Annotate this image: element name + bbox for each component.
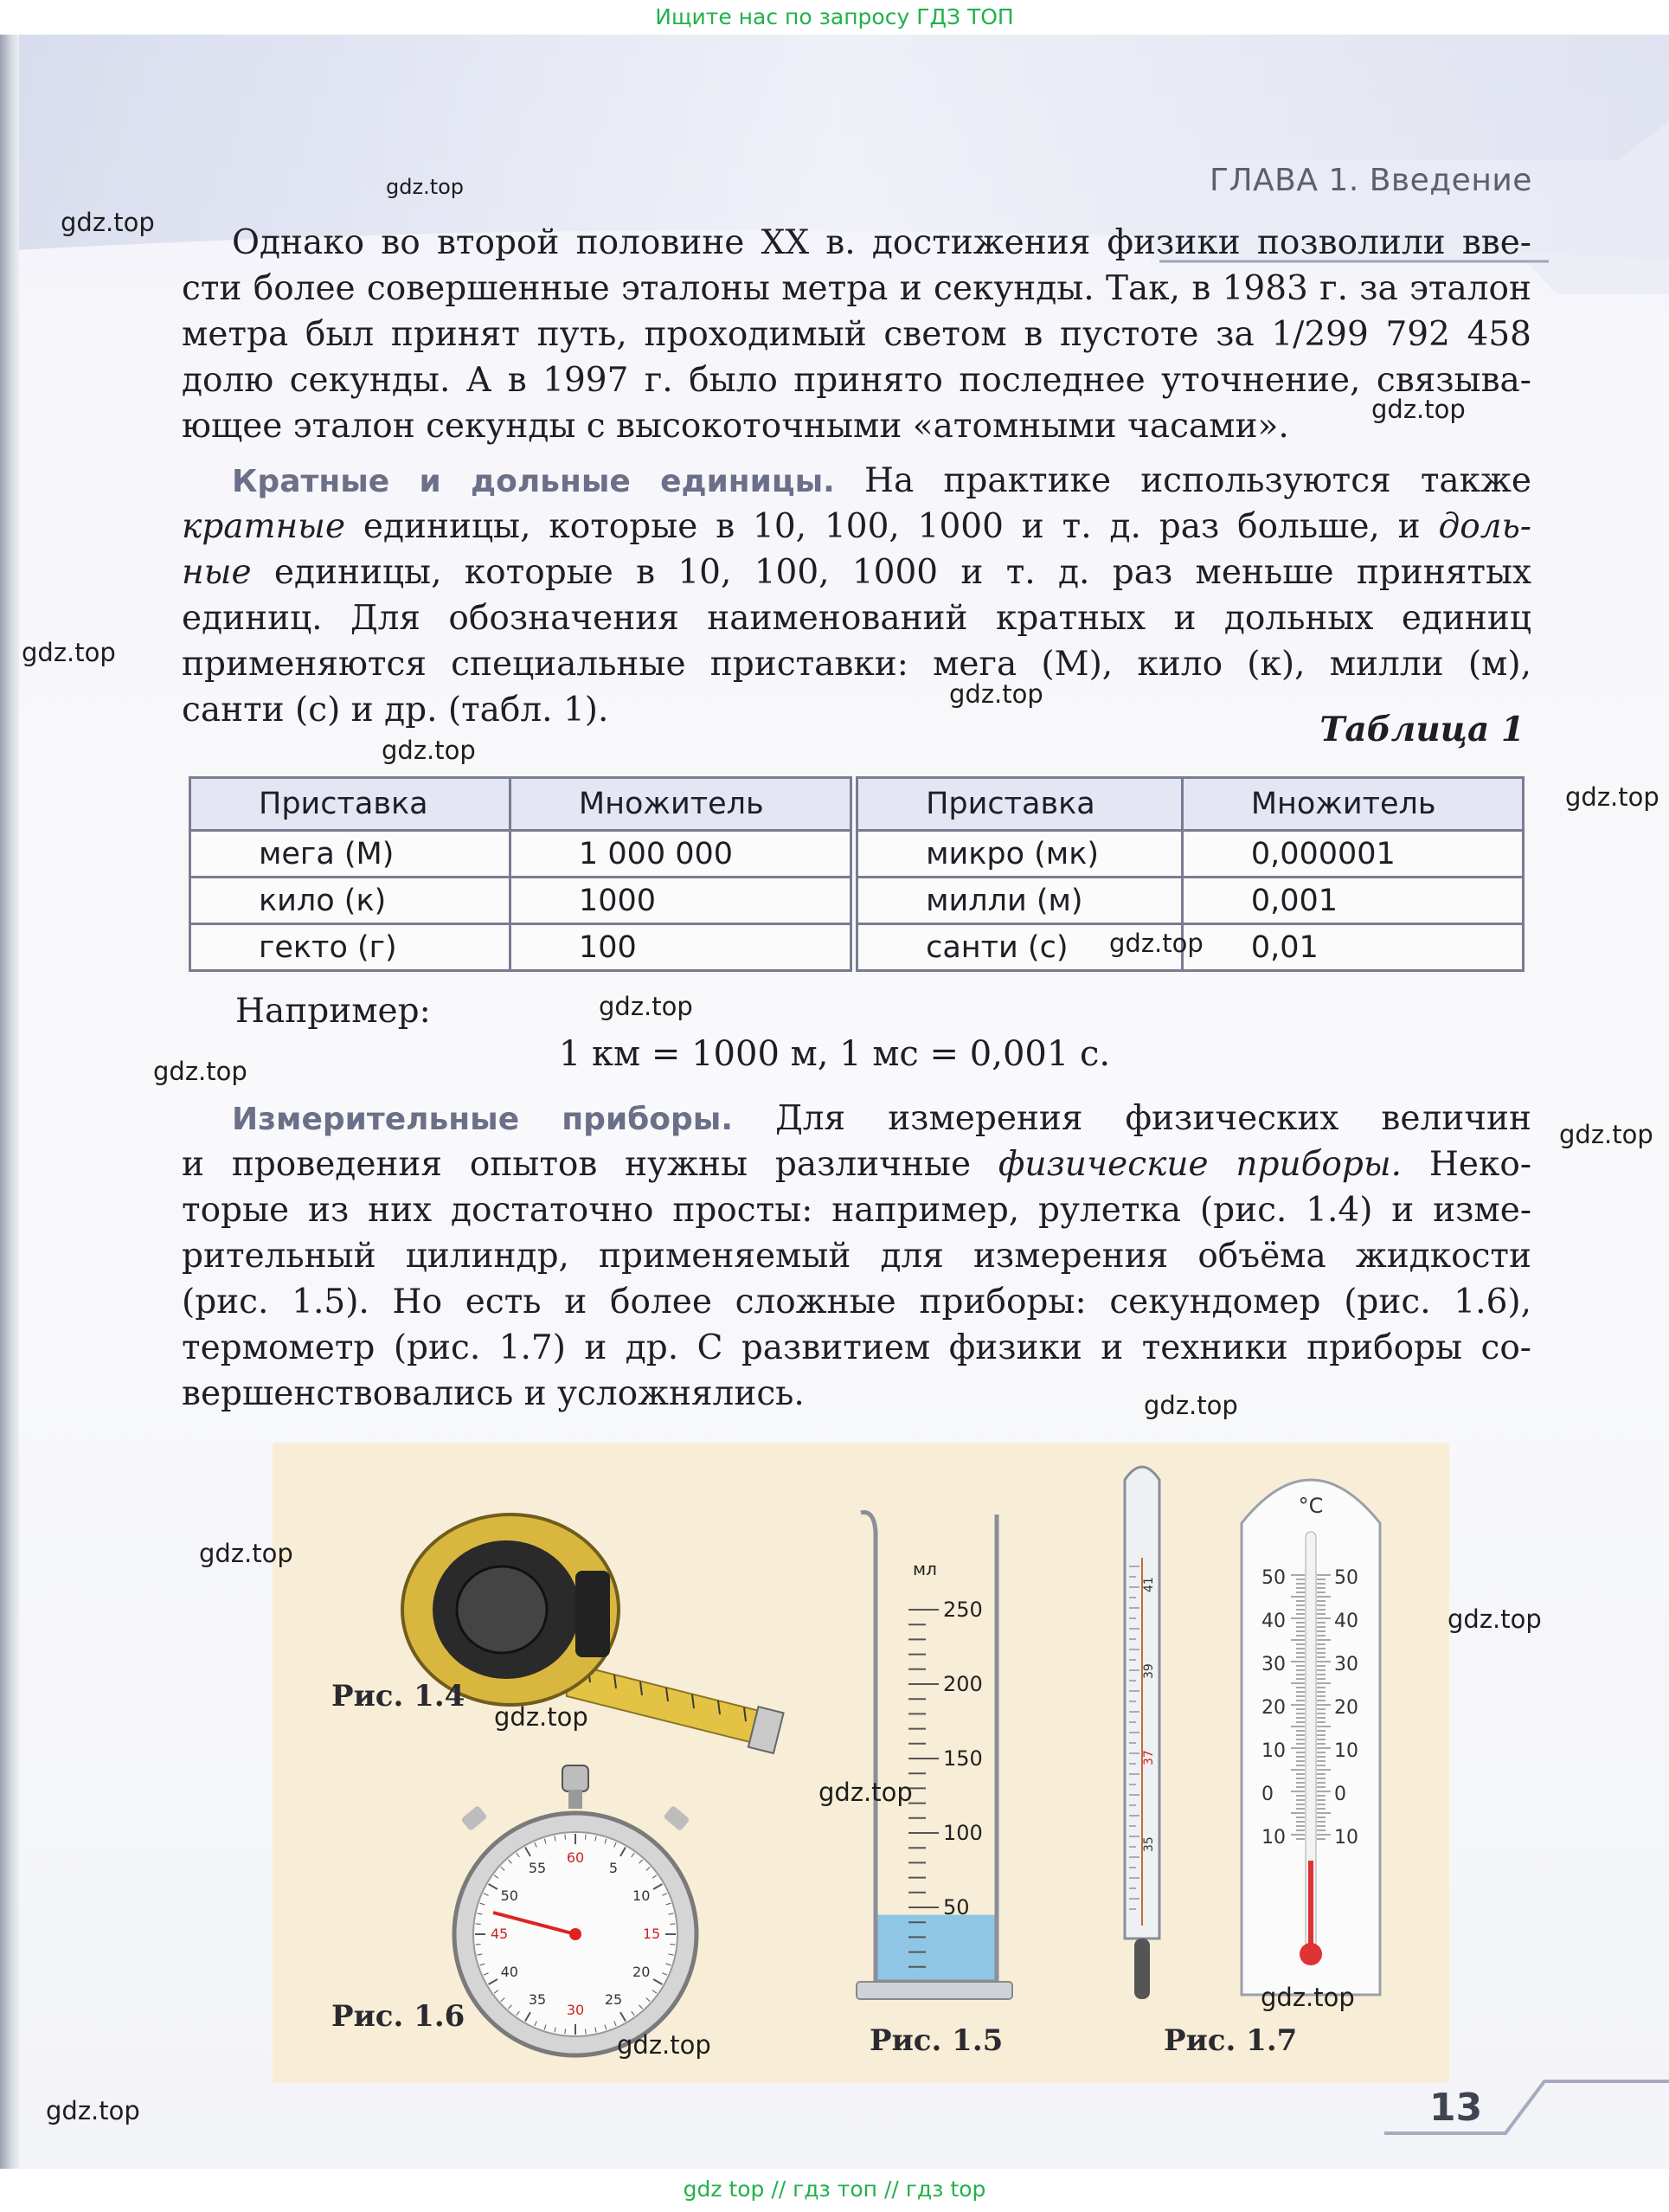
room-thermometer-unit: °C	[1298, 1494, 1324, 1518]
dial-label: 20	[632, 1964, 651, 1980]
column-header: Приставка	[857, 778, 1183, 831]
watermark: gdz.top	[153, 1057, 247, 1086]
text-line	[182, 458, 1531, 504]
tape-blade	[562, 1662, 774, 1748]
table-cell: 100	[510, 924, 851, 971]
watermark: gdz.top	[1559, 1120, 1653, 1149]
paragraph-multiples	[182, 458, 1531, 733]
text-line: метра был принят путь, проходимый светом в пустоте за 1/299 792 458	[182, 315, 1531, 354]
term-multiple: кратные	[182, 507, 346, 546]
room-thermometer-liquid	[1308, 1861, 1313, 1947]
cylinder-tick-label: 50	[943, 1895, 970, 1919]
example-formula: 1 км = 1000 м, 1 мс = 0,001 с.	[558, 1034, 1111, 1074]
table-row	[190, 878, 1524, 924]
text-line	[182, 1096, 1531, 1141]
stopwatch-crown	[562, 1765, 588, 1791]
clinical-tick-label: 37	[1142, 1750, 1156, 1765]
clinical-tick-label: 41	[1142, 1577, 1156, 1592]
dial-label: 45	[490, 1926, 509, 1942]
table-header-row	[190, 778, 1524, 831]
table-gap	[851, 878, 857, 924]
cylinder-unit: мл	[913, 1559, 937, 1579]
table-gap	[851, 831, 857, 878]
text-line	[182, 504, 1531, 550]
table-row	[190, 831, 1524, 878]
text-line	[182, 1141, 1531, 1187]
fig-1-7-caption: Рис. 1.7	[1164, 2023, 1298, 2058]
fig-1-5-caption: Рис. 1.5	[870, 2023, 1004, 2058]
room-thermometer-illustration	[1237, 1454, 1384, 1999]
table-cell: 0,000001	[1182, 831, 1523, 878]
table-caption: Таблица 1	[1319, 710, 1525, 749]
table-cell: 1000	[510, 878, 851, 924]
stopwatch-button-right[interactable]	[663, 1805, 690, 1832]
cylinder-scale	[908, 1598, 983, 1967]
dial-label: 15	[642, 1926, 661, 1942]
text-line: торые из них достаточно просты: например, рулетка (рис. 1.4) и изме-	[182, 1191, 1531, 1230]
dial-tick	[476, 1924, 481, 1925]
text-fragment: единицы, которые в 10, 100, 1000 и т. д. раз меньше принятых	[273, 553, 1531, 592]
room-tick-label: 10	[1261, 1827, 1286, 1849]
watermark: gdz.top	[1565, 782, 1659, 812]
cylinder-tick-label: 250	[943, 1598, 983, 1622]
section-heading-multiples: Кратные и дольные единицы.	[232, 464, 835, 499]
dial-tick	[670, 1944, 675, 1945]
prefix-table	[189, 776, 1525, 972]
page-number: 13	[1429, 2086, 1483, 2130]
dial-label: 30	[566, 2002, 585, 2018]
table-cell: кило (к)	[190, 878, 510, 924]
text-line: (рис. 1.5). Но есть и более сложные приборы: секундомер (рис. 1.6),	[182, 1283, 1531, 1321]
room-tick-label: 40	[1261, 1611, 1286, 1632]
watermark: gdz.top	[1448, 1604, 1542, 1634]
watermark: gdz.top	[386, 175, 465, 199]
cylinder-tick-label: 150	[943, 1746, 983, 1771]
table-cell: милли (м)	[857, 878, 1183, 924]
column-header: Приставка	[190, 778, 510, 831]
cylinder-base	[857, 1982, 1012, 1999]
watermark: gdz.top	[46, 2096, 140, 2125]
text-fragment: Неко-	[1428, 1145, 1531, 1184]
table-cell: микро (мк)	[857, 831, 1183, 878]
term-submultiple: доль-	[1438, 507, 1531, 546]
example-label: Например:	[235, 992, 431, 1031]
watermark: gdz.top	[382, 736, 476, 765]
text-line: вершенствовались и усложнялись.	[182, 1374, 805, 1413]
dial-tick	[565, 2029, 566, 2034]
text-line: термометр (рис. 1.7) и др. С развитием физики и техники приборы со-	[182, 1328, 1531, 1367]
column-header: Множитель	[1182, 778, 1523, 831]
text-line: ющее эталон секунды с высокоточными «атомными часами».	[182, 407, 1289, 446]
room-tick-label: 10	[1261, 1740, 1286, 1762]
cylinder-tick-label: 200	[943, 1672, 983, 1696]
watermark: gdz.top	[1261, 1983, 1355, 2012]
table-cell: 0,001	[1182, 878, 1523, 924]
watermark: gdz.top	[199, 1539, 293, 1568]
dial-label: 55	[528, 1859, 547, 1876]
table-cell: 0,01	[1182, 924, 1523, 971]
text-fragment: На практике используются также	[864, 461, 1531, 500]
text-line: применяются специальные приставки: мега (М), кило (к), милли (м),	[182, 645, 1531, 684]
room-tick-label: 20	[1334, 1697, 1358, 1719]
clinical-thermometer-bulb	[1134, 1939, 1150, 1999]
stopwatch-stem	[568, 1790, 582, 1809]
table-gap	[851, 924, 857, 971]
watermark: gdz.top	[617, 2030, 711, 2060]
clinical-tick-label: 39	[1142, 1663, 1156, 1679]
watermark: gdz.top	[949, 679, 1043, 709]
room-tick-label: 50	[1334, 1567, 1358, 1589]
room-tick-label: 0	[1334, 1784, 1346, 1805]
room-tick-label: 30	[1261, 1654, 1286, 1675]
text-fragment: единицы, которые в 10, 100, 1000 и т. д. раз больше, и	[363, 507, 1421, 546]
watermark: gdz.top	[818, 1778, 913, 1807]
dial-tick	[476, 1944, 481, 1945]
stopwatch-button-left[interactable]	[460, 1805, 487, 1832]
text-line: санти (с) и др. (табл. 1).	[182, 691, 609, 730]
section-heading-instruments: Измерительные приборы.	[232, 1102, 734, 1137]
text-fragment: и проведения опытов нужны различные	[182, 1145, 972, 1184]
clinical-tick-label: 35	[1142, 1836, 1156, 1852]
paragraph-etalons	[182, 220, 1531, 449]
watermark: gdz.top	[1144, 1391, 1238, 1420]
dial-tick	[670, 1924, 675, 1925]
clinical-thermometer-illustration	[1107, 1454, 1177, 2008]
fig-1-4-caption: Рис. 1.4	[331, 1679, 465, 1714]
column-header: Множитель	[510, 778, 851, 831]
page-number-band	[1384, 2073, 1669, 2142]
room-tick-label: 40	[1334, 1611, 1358, 1632]
text-line: сти более совершенные эталоны метра и секунды. Так, в 1983 г. за эталон	[182, 269, 1531, 308]
term-physical-instruments: физические приборы.	[998, 1145, 1403, 1184]
dial-label: 40	[500, 1964, 518, 1980]
cylinder-tick-label: 100	[943, 1821, 983, 1845]
table-cell: гекто (г)	[190, 924, 510, 971]
table-cell: санти (с)	[857, 924, 1183, 971]
dial-tick	[585, 1835, 586, 1840]
table-cell: мега (М)	[190, 831, 510, 878]
watermark: gdz.top	[61, 208, 155, 237]
watermark: gdz.top	[599, 992, 693, 1021]
text-line: единиц. Для обозначения наименований кратных и дольных единиц	[182, 599, 1531, 638]
text-line	[182, 550, 1531, 595]
tape-center-cap	[457, 1566, 547, 1653]
dial-label: 60	[566, 1849, 585, 1866]
room-tick-label: 10	[1334, 1740, 1358, 1762]
dial-label: 25	[604, 1991, 623, 2009]
room-tick-label: 30	[1334, 1654, 1358, 1675]
watermark: gdz.top	[494, 1702, 588, 1732]
room-tick-label: 0	[1261, 1784, 1274, 1805]
measuring-cylinder-illustration	[857, 1506, 1012, 2008]
top-banner: Ищите нас по запросу ГДЗ ТОП	[0, 0, 1669, 35]
dial-label: 50	[500, 1887, 518, 1904]
dial-label: 10	[632, 1887, 651, 1904]
term-submultiple-end: ные	[182, 553, 252, 592]
stopwatch-illustration	[437, 1765, 714, 2060]
page-binding	[0, 35, 19, 2169]
table-gap	[851, 778, 857, 831]
text-line: рительный цилиндр, применяемый для измерения объёма жидкости	[182, 1237, 1531, 1276]
room-tick-label: 20	[1261, 1697, 1286, 1719]
tape-lock-button	[575, 1571, 610, 1657]
bottom-banner: gdz top // гдз топ // гдз top	[0, 2169, 1669, 2212]
watermark: gdz.top	[1109, 929, 1204, 958]
table-row	[190, 924, 1524, 971]
stopwatch-hub	[569, 1928, 581, 1940]
cylinder-liquid	[876, 1915, 997, 1982]
table-cell: 1 000 000	[510, 831, 851, 878]
tape-measure-illustration	[389, 1489, 805, 1765]
room-thermometer-bulb	[1300, 1943, 1322, 1965]
room-tick-label: 50	[1261, 1567, 1286, 1589]
dial-tick	[565, 1835, 566, 1840]
text-line: Однако во второй половине XX в. достижения физики позволили вве-	[232, 223, 1531, 262]
dial-label: 5	[608, 1859, 619, 1876]
text-fragment: Для измерения физических величин	[775, 1099, 1531, 1138]
room-tick-label: 10	[1334, 1827, 1358, 1849]
text-line: долю секунды. А в 1997 г. было принято последнее уточнение, связыва-	[182, 361, 1531, 400]
dial-tick	[585, 2029, 586, 2034]
watermark: gdz.top	[1371, 395, 1466, 424]
watermark: gdz.top	[22, 638, 116, 667]
chapter-title: ГЛАВА 1. Введение	[1210, 163, 1532, 198]
paragraph-instruments	[182, 1096, 1531, 1417]
fig-1-6-caption: Рис. 1.6	[331, 1999, 465, 2034]
dial-label: 35	[528, 1991, 547, 2009]
